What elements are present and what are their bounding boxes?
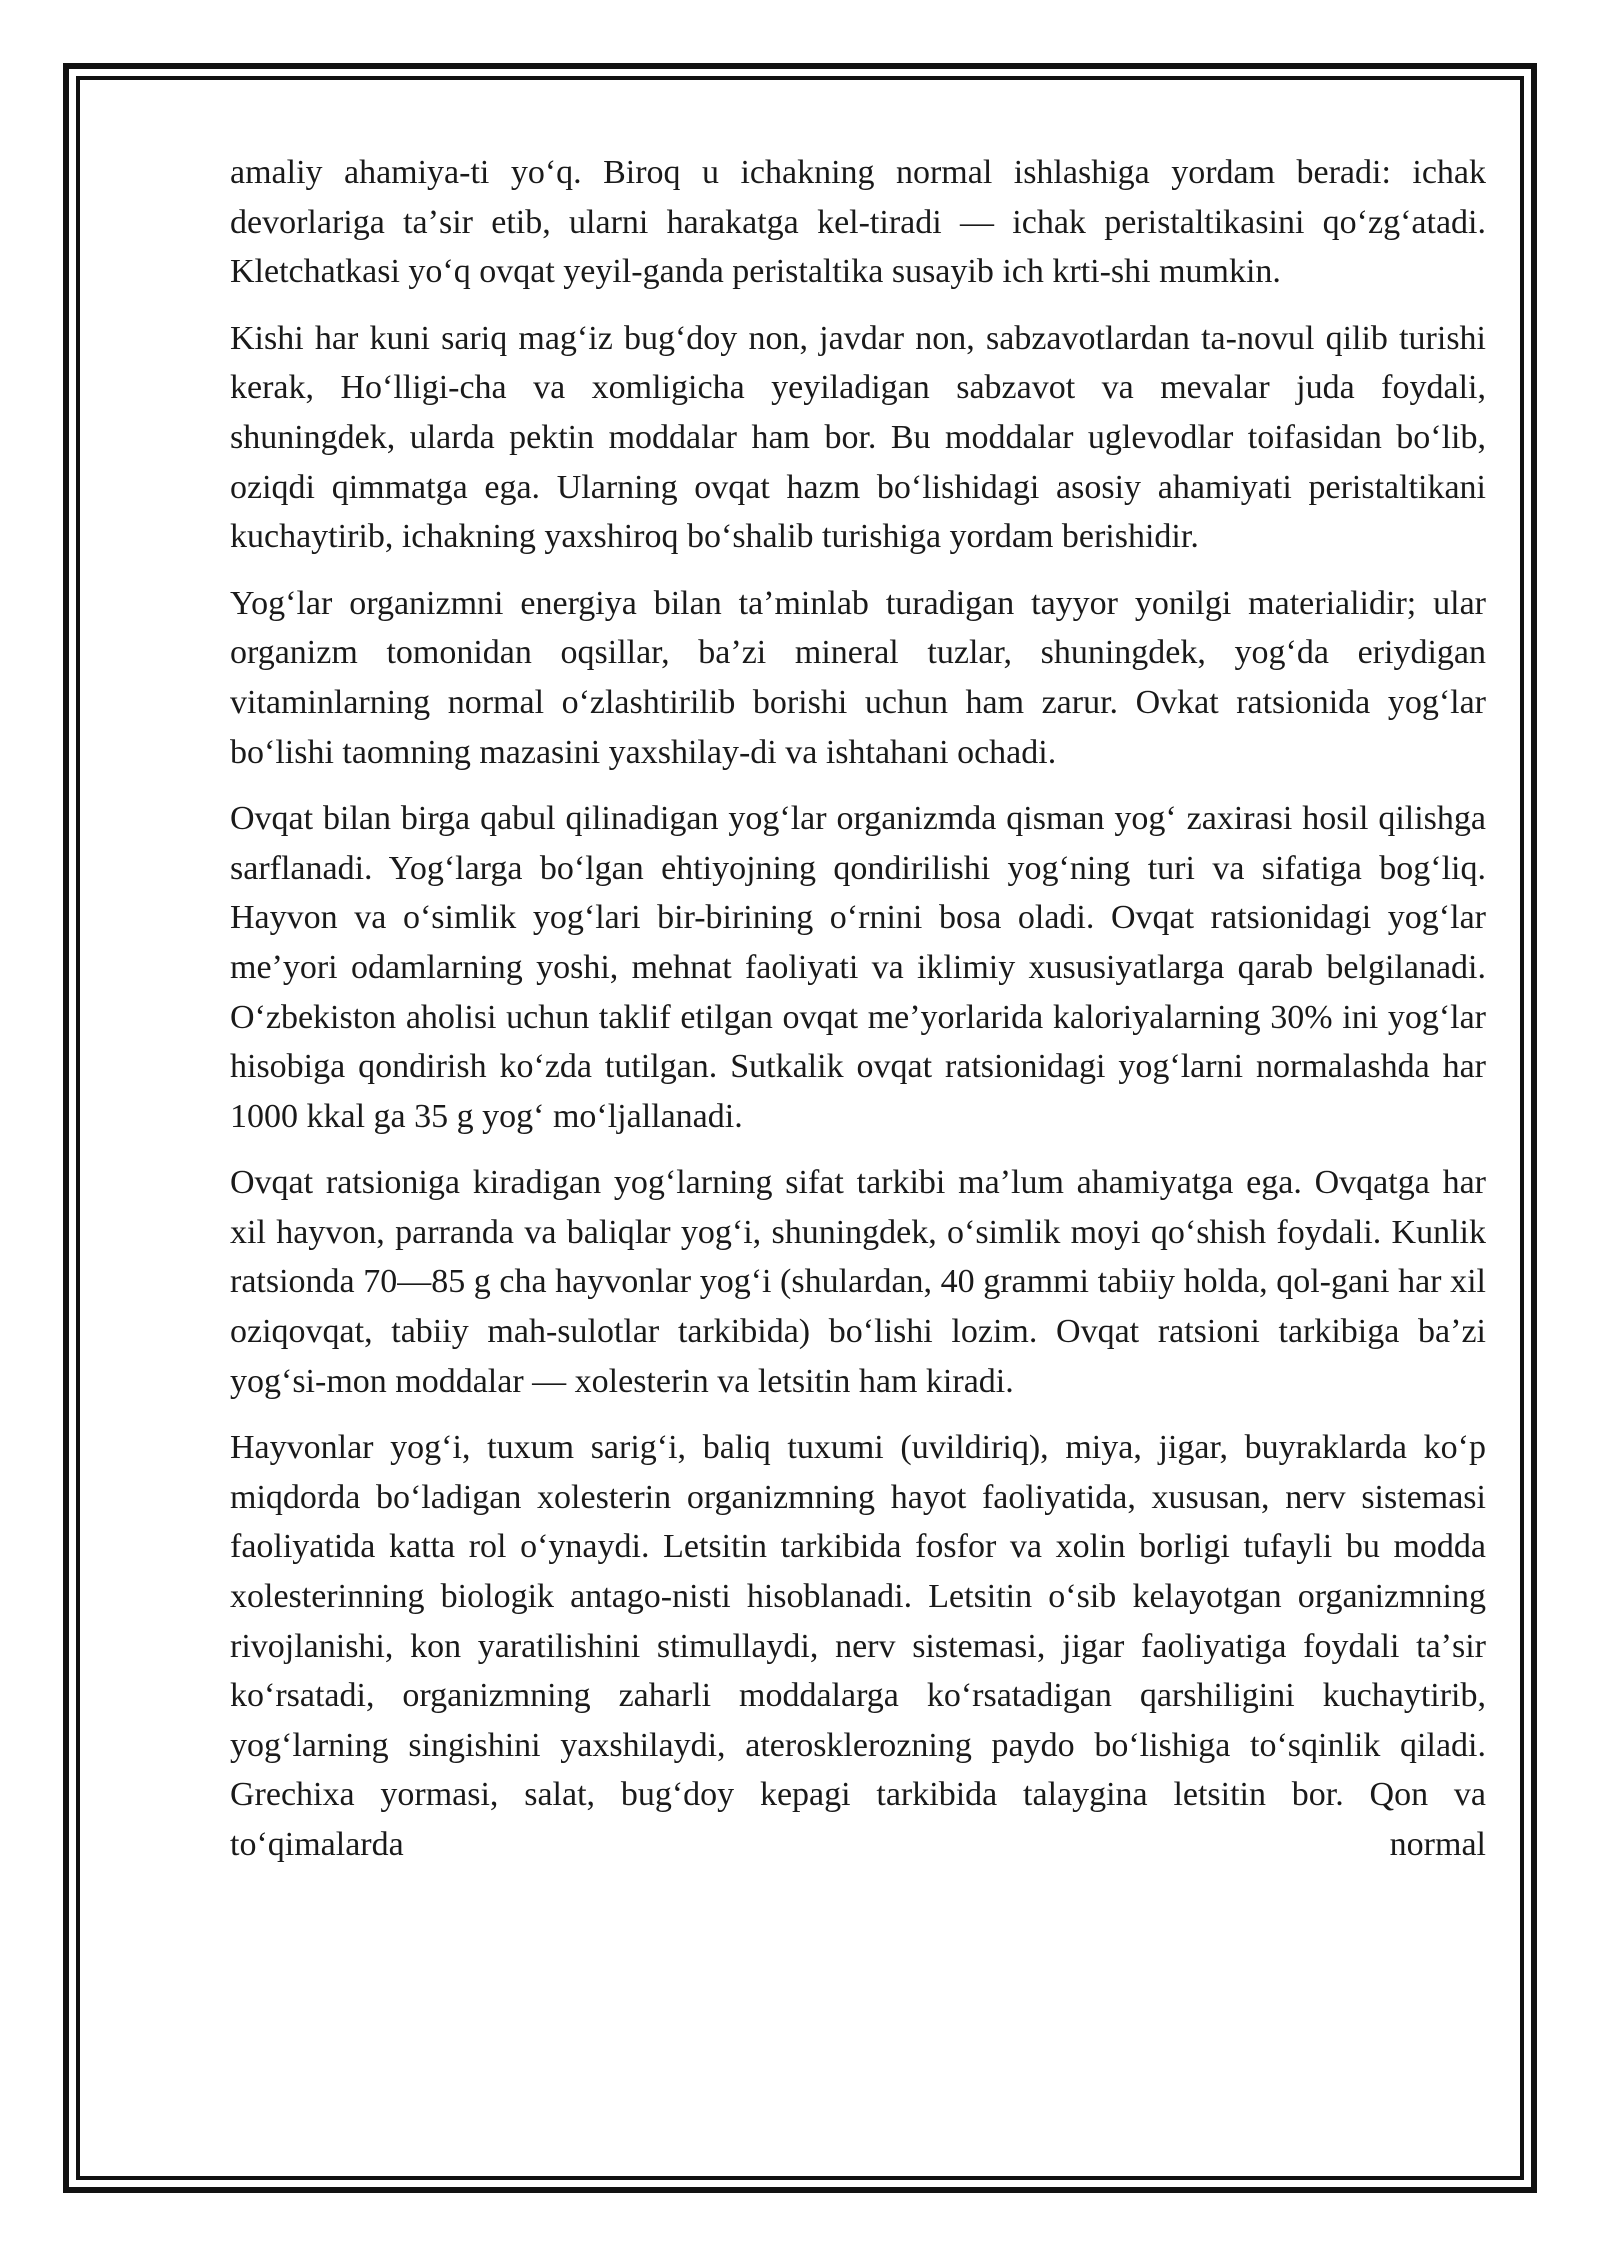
paragraph-fat-quality: Ovqat ratsioniga kiradigan yogʻlarning sifat tarkibi maʼlum ahamiyatga ega. Ovqatga har xil hayvon, parranda va baliqlar yogʻi, shuningdek, oʻsimlik moyi qoʻshish foydali. Kunlik ratsionda 70—85 g cha hayvonlar yogʻi (shulardan, 40 grammi tabiiy holda, qol-gani har xil oziqovqat, tabiiy mah-sulotlar tarkibida) boʻlishi lozim. Ovqat ratsioni tarkibiga baʼzi yogʻsi-mon moddalar — xolesterin va letsitin ham kiradi. [230, 1164, 1486, 1400]
paragraph-fats-energy: Yogʻlar organizmni energiya bilan taʼminlab turadigan tayyor yonilgi materialidir; ular organizm tomonidan oqsillar, baʼzi mineral tuzlar, shuningdek, yogʻda eriydigan vitaminlarning normal oʻzlashtirilib borishi uchun ham zarur. Ovkat ratsionida yogʻlar boʻlishi taomning mazasini yaxshilay-di va ishtahani ochadi. [230, 584, 1486, 771]
document-body [230, 148, 1486, 1887]
paragraph-fiber: amaliy ahamiya-ti yoʻq. Biroq u ichakning normal ishlashiga yordam beradi: ichak devorlariga taʼsir etib, ularni harakatga kel-tiradi — ichak peristaltikasini qoʻzgʻatadi. Kletchatkasi yoʻq ovqat yeyil-ganda peristaltika susayib ich krti-shi mumkin. [230, 154, 1486, 291]
paragraph-pectin: Kishi har kuni sariq magʻiz bugʻdoy non, javdar non, sabzavotlardan ta-novul qilib turishi kerak, Hoʻlligi-cha va xomligicha yeyiladigan sabzavot va mevalar juda foydali, shuningdek, ularda pektin moddalar ham bor. Bu moddalar uglevodlar toifasidan boʻlib, oziqdi qimmatga ega. Ularning ovqat hazm boʻlishidagi asosiy ahamiyati peristaltikani kuchaytirib, ichakning yaxshiroq boʻshalib turishiga yordam berishidir. [230, 319, 1486, 556]
paragraph-fat-norms: Ovqat bilan birga qabul qilinadigan yogʻlar organizmda qisman yogʻ zaxirasi hosil qilishga sarflanadi. Yogʻlarga boʻlgan ehtiyojning qondirilishi yogʻning turi va sifatiga bogʻliq. Hayvon va oʻsimlik yogʻlari bir-birining oʻrnini bosa oladi. Ovqat ratsionidagi yogʻlar meʼyori odamlarning yoshi, mehnat faoliyati va iklimiy xususiyatlarga qarab belgilanadi. Oʻzbekiston aholisi uchun taklif etilgan ovqat meʼyorlarida kaloriyalarning 30% ini yogʻlar hisobiga qondirish koʻzda tutilgan. Sutkalik ovqat ratsionidagi yogʻlarni normalashda har 1000 kkal ga 35 g yogʻ moʻljallanadi. [230, 800, 1486, 1135]
paragraph-cholesterol-lecithin: Hayvonlar yogʻi, tuxum sarigʻi, baliq tuxumi (uvildiriq), miya, jigar, buyraklarda koʻp miqdorda boʻladigan xolesterin organizmning hayot faoliyatida, xususan, nerv sistemasi faoliyatida katta rol oʻynaydi. Letsitin tarkibida fosfor va xolin borligi tufayli bu modda xolesterinning biologik antago-nisti hisoblanadi. Letsitin oʻsib kelayotgan organizmning rivojlanishi, kon yaratilishini stimullaydi, nerv sistemasi, jigar faoliyatiga foydali taʼsir koʻrsatadi, organizmning zaharli moddalarga koʻrsatadigan qarshiligini kuchaytirib, yogʻlarning singishini yaxshilaydi, aterosklerozning paydo boʻlishiga toʻsqinlik qiladi. Grechixa yormasi, salat, bugʻdoy kepagi tarkibida talaygina letsitin bor. Qon va toʻqimalarda normal [230, 1429, 1486, 1863]
